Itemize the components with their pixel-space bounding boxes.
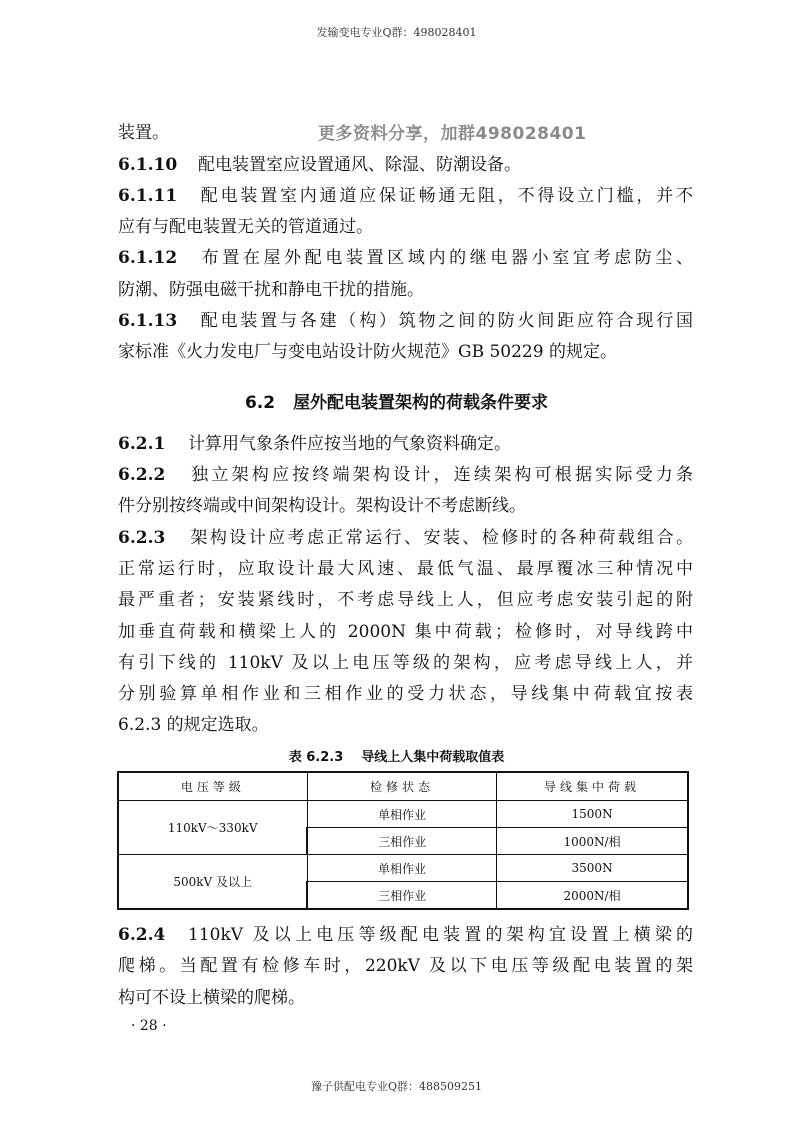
- clause-6-1-12: [118, 248, 693, 268]
- line-text: 110kV 及以上电压等级配电装置的架构宜设置上横梁的: [188, 925, 693, 945]
- line-text: 分别验算单相作业和三相作业的受力状态，导线集中荷载宜按表: [118, 684, 693, 704]
- load-table: [117, 771, 689, 910]
- header-state: 检修状态: [307, 772, 496, 801]
- line-text: 防潮、防强电磁干扰和静电干扰的措施。: [118, 280, 424, 300]
- line-text: 构可不设上横梁的爬梯。: [118, 988, 305, 1008]
- state-cell: 三相作业: [307, 882, 496, 910]
- clause-number: 6.1.12: [118, 248, 178, 268]
- line-text: 配电装置室应设置通风、除湿、防潮设备。: [198, 155, 521, 175]
- text-line: [118, 123, 693, 143]
- clause-6-2-4: [118, 925, 693, 945]
- line-text: 6.2.3 的规定选取。: [118, 715, 269, 735]
- text-line: [118, 715, 693, 735]
- clause-6-2-3: [118, 528, 693, 548]
- text-line: [118, 622, 693, 642]
- state-cell: 单相作业: [307, 855, 496, 882]
- clause-6-2-2: [118, 465, 693, 485]
- line-text: 最严重者；安装紧线时，不考虑导线上人，但应考虑安装引起的附: [118, 590, 693, 610]
- table-caption: [0, 746, 793, 765]
- line-text: 有引下线的 110kV 及以上电压等级的架构，应考虑导线上人，并: [118, 653, 693, 673]
- clause-number: 6.2.1: [118, 434, 166, 454]
- line-text: 正常运行时，应取设计最大风速、最低气温、最厚覆冰三种情况中: [118, 559, 693, 579]
- text-line: [118, 590, 693, 610]
- load-cell: 2000N/相: [497, 882, 688, 910]
- line-text: 架构设计应考虑正常运行、安装、检修时的各种荷载组合。: [188, 528, 693, 548]
- clause-number: 6.2.3: [118, 528, 166, 548]
- clause-number: 6.2.2: [118, 465, 166, 485]
- text-line: [118, 684, 693, 704]
- state-cell: 三相作业: [307, 828, 496, 855]
- table-title: 导线上人集中荷载取值表: [361, 750, 505, 765]
- section-number: 6.2: [244, 393, 276, 413]
- line-text: 配电装置室内通道应保证畅通无阻，不得设立门槛，并不: [198, 186, 693, 206]
- top-watermark: 发输变电专业Q群：498028401: [316, 26, 477, 39]
- line-text: 配电装置与各建（构）筑物之间的防火间距应符合现行国: [198, 311, 693, 331]
- bottom-watermark: 豫子供配电专业Q群：488509251: [310, 1080, 482, 1093]
- load-cell: 1000N/相: [497, 828, 688, 855]
- clause-number: 6.2.4: [118, 925, 166, 945]
- clause-6-1-11: [118, 186, 693, 206]
- line-text: 件分别按终端或中间架构设计。架构设计不考虑断线。: [118, 496, 526, 516]
- line-text: 加垂直荷载和横梁上人的 2000N 集中荷载；检修时，对导线跨中: [118, 622, 693, 642]
- line-text: 装置。: [118, 123, 169, 143]
- text-line: [118, 496, 693, 516]
- line-text: 布置在屋外配电装置区域内的继电器小室宜考虑防尘、: [198, 248, 693, 268]
- text-line: [118, 559, 693, 579]
- voltage-cell: 110kV～330kV: [118, 801, 307, 855]
- clause-6-1-13: [118, 311, 693, 331]
- text-line: [118, 653, 693, 673]
- line-text: 独立架构应按终端架构设计，连续架构可根据实际受力条: [188, 465, 693, 485]
- line-text: 家标准《火力发电厂与变电站设计防火规范》GB 50229 的规定。: [118, 342, 617, 362]
- clause-number: 6.1.11: [118, 186, 178, 206]
- header-voltage: 电压等级: [118, 772, 307, 801]
- text-line: [118, 280, 693, 300]
- table-row: [118, 801, 688, 828]
- share-banner: 更多资料分享，加群498028401: [318, 124, 587, 144]
- table-header-row: [118, 772, 688, 801]
- table-row: [118, 855, 688, 882]
- line-text: 应有与配电装置无关的管道通过。: [118, 217, 373, 237]
- text-line: [118, 217, 693, 237]
- clause-number: 6.1.13: [118, 311, 178, 331]
- section-heading: [0, 388, 793, 413]
- clause-6-1-10: [118, 155, 693, 175]
- load-cell: 3500N: [497, 855, 688, 882]
- load-cell: 1500N: [497, 801, 688, 828]
- header-load: 导线集中荷载: [497, 772, 688, 801]
- clause-number: 6.1.10: [118, 155, 178, 175]
- section-title: 屋外配电装置架构的荷载条件要求: [293, 393, 549, 413]
- line-text: 计算用气象条件应按当地的气象资料确定。: [188, 434, 511, 454]
- page-number: · 28 ·: [131, 1018, 167, 1034]
- clause-6-2-1: [118, 434, 693, 454]
- voltage-cell: 500kV 及以上: [118, 855, 307, 910]
- table-number: 表 6.2.3: [288, 750, 344, 765]
- text-line: [118, 956, 693, 976]
- text-line: [118, 988, 693, 1008]
- text-line: [118, 342, 693, 362]
- line-text: 爬梯。当配置有检修车时，220kV 及以下电压等级配电装置的架: [118, 956, 693, 976]
- state-cell: 单相作业: [307, 801, 496, 828]
